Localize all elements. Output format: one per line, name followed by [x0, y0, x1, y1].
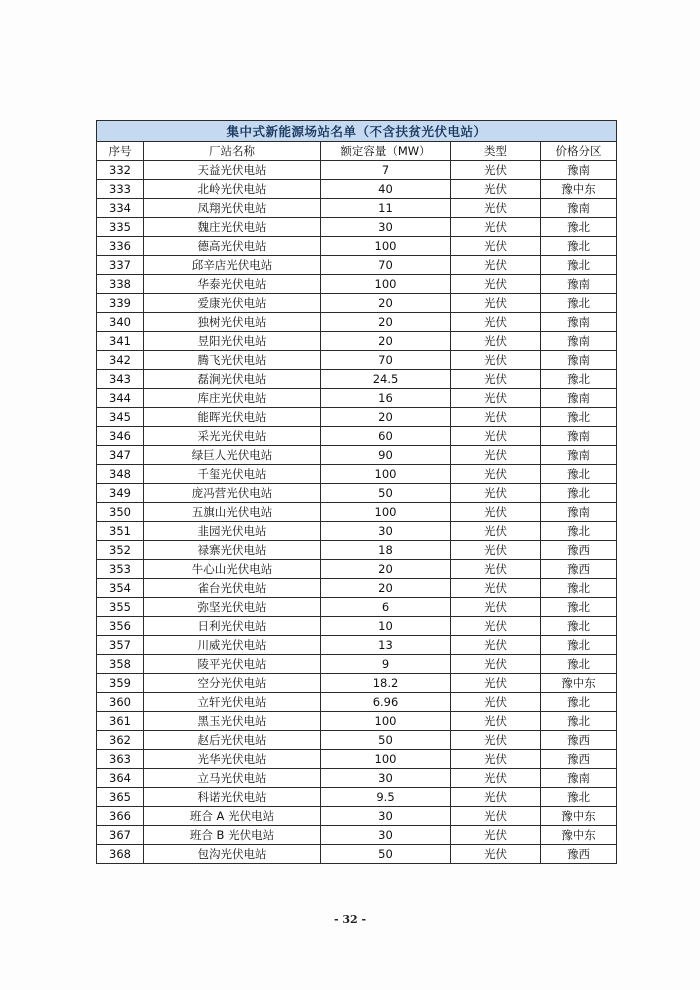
- table-cell: 光伏: [451, 484, 541, 503]
- table-cell: 豫南: [541, 199, 617, 218]
- table-cell: 光伏: [451, 218, 541, 237]
- table-cell: 7: [321, 161, 451, 180]
- table-cell: 光伏: [451, 693, 541, 712]
- table-cell: 10: [321, 617, 451, 636]
- table-cell: 豫北: [541, 788, 617, 807]
- table-cell: 雀台光伏电站: [144, 579, 321, 598]
- table-cell: 357: [97, 636, 144, 655]
- table-cell: 北岭光伏电站: [144, 180, 321, 199]
- table-cell: 豫北: [541, 693, 617, 712]
- table-cell: 340: [97, 313, 144, 332]
- table-cell: 338: [97, 275, 144, 294]
- table-row: [97, 731, 617, 750]
- table-row: [97, 218, 617, 237]
- table-cell: 立马光伏电站: [144, 769, 321, 788]
- table-cell: 天益光伏电站: [144, 161, 321, 180]
- table-cell: 40: [321, 180, 451, 199]
- table-cell: 光伏: [451, 845, 541, 864]
- table-cell: 360: [97, 693, 144, 712]
- table-row: [97, 237, 617, 256]
- table-cell: 空分光伏电站: [144, 674, 321, 693]
- table-cell: 光伏: [451, 712, 541, 731]
- column-header: 额定容量（MW）: [321, 142, 451, 161]
- table-row: [97, 332, 617, 351]
- table-cell: 光伏: [451, 161, 541, 180]
- table-cell: 356: [97, 617, 144, 636]
- table-cell: 345: [97, 408, 144, 427]
- table-row: [97, 294, 617, 313]
- table-cell: 魏庄光伏电站: [144, 218, 321, 237]
- table-cell: 100: [321, 750, 451, 769]
- table-title-row: [97, 121, 617, 142]
- table-cell: 豫北: [541, 522, 617, 541]
- table-cell: 光伏: [451, 256, 541, 275]
- table-cell: 昱阳光伏电站: [144, 332, 321, 351]
- table-cell: 豫南: [541, 332, 617, 351]
- table-cell: 腾飞光伏电站: [144, 351, 321, 370]
- station-table: [96, 120, 617, 864]
- table-cell: 光伏: [451, 636, 541, 655]
- table-cell: 50: [321, 731, 451, 750]
- table-cell: 18: [321, 541, 451, 560]
- table-body: [97, 161, 617, 864]
- table-cell: 11: [321, 199, 451, 218]
- table-cell: 光伏: [451, 579, 541, 598]
- table-cell: 光伏: [451, 332, 541, 351]
- table-cell: 光伏: [451, 294, 541, 313]
- table-cell: 豫西: [541, 541, 617, 560]
- table-cell: 豫中东: [541, 807, 617, 826]
- table-cell: 豫北: [541, 655, 617, 674]
- table-cell: 光伏: [451, 655, 541, 674]
- table-row: [97, 370, 617, 389]
- table-cell: 30: [321, 807, 451, 826]
- table-cell: 100: [321, 712, 451, 731]
- table-row: [97, 674, 617, 693]
- table-cell: 6.96: [321, 693, 451, 712]
- table-cell: 豫南: [541, 351, 617, 370]
- table-cell: 豫北: [541, 294, 617, 313]
- table-cell: 6: [321, 598, 451, 617]
- table-cell: 光伏: [451, 826, 541, 845]
- table-cell: 豫北: [541, 598, 617, 617]
- table-row: [97, 807, 617, 826]
- table-cell: 100: [321, 275, 451, 294]
- table-cell: 20: [321, 294, 451, 313]
- table-cell: 豫南: [541, 769, 617, 788]
- table-cell: 346: [97, 427, 144, 446]
- table-cell: 343: [97, 370, 144, 389]
- table-cell: 弥坚光伏电站: [144, 598, 321, 617]
- table-row: [97, 750, 617, 769]
- table-row: [97, 180, 617, 199]
- table-cell: 光伏: [451, 408, 541, 427]
- table-cell: 349: [97, 484, 144, 503]
- table-row: [97, 389, 617, 408]
- table-cell: 豫北: [541, 237, 617, 256]
- table-cell: 邱辛店光伏电站: [144, 256, 321, 275]
- table-cell: 350: [97, 503, 144, 522]
- table-cell: 豫北: [541, 408, 617, 427]
- table-cell: 20: [321, 579, 451, 598]
- table-row: [97, 351, 617, 370]
- table-cell: 豫南: [541, 161, 617, 180]
- table-row: [97, 560, 617, 579]
- column-header: 类型: [451, 142, 541, 161]
- table-row: [97, 522, 617, 541]
- table-cell: 20: [321, 313, 451, 332]
- table-row: [97, 199, 617, 218]
- table-cell: 367: [97, 826, 144, 845]
- table-cell: 339: [97, 294, 144, 313]
- table-cell: 豫北: [541, 370, 617, 389]
- table-cell: 豫北: [541, 617, 617, 636]
- table-cell: 华泰光伏电站: [144, 275, 321, 294]
- page-number: - 32 -: [333, 913, 367, 926]
- table-cell: 光伏: [451, 541, 541, 560]
- table-row: [97, 446, 617, 465]
- table-row: [97, 788, 617, 807]
- table-cell: 光伏: [451, 237, 541, 256]
- table-row: [97, 636, 617, 655]
- table-cell: 黑玉光伏电站: [144, 712, 321, 731]
- table-cell: 德高光伏电站: [144, 237, 321, 256]
- table-cell: 20: [321, 408, 451, 427]
- table-cell: 光伏: [451, 560, 541, 579]
- table-cell: 绿巨人光伏电站: [144, 446, 321, 465]
- column-header: 价格分区: [541, 142, 617, 161]
- table-cell: 358: [97, 655, 144, 674]
- table-cell: 光伏: [451, 465, 541, 484]
- table-cell: 13: [321, 636, 451, 655]
- table-cell: 爱康光伏电站: [144, 294, 321, 313]
- table-cell: 352: [97, 541, 144, 560]
- table-cell: 光华光伏电站: [144, 750, 321, 769]
- table-cell: 20: [321, 332, 451, 351]
- table-cell: 独树光伏电站: [144, 313, 321, 332]
- table-cell: 豫西: [541, 560, 617, 579]
- table-cell: 光伏: [451, 351, 541, 370]
- table-cell: 库庄光伏电站: [144, 389, 321, 408]
- table-cell: 光伏: [451, 674, 541, 693]
- table-cell: 川威光伏电站: [144, 636, 321, 655]
- table-cell: 363: [97, 750, 144, 769]
- table-row: [97, 541, 617, 560]
- table-cell: 368: [97, 845, 144, 864]
- table-header-row: [97, 142, 617, 161]
- table-cell: 332: [97, 161, 144, 180]
- table-cell: 豫中东: [541, 180, 617, 199]
- table-cell: 豫中东: [541, 826, 617, 845]
- table-cell: 班合 A 光伏电站: [144, 807, 321, 826]
- table-cell: 豫西: [541, 845, 617, 864]
- table-row: [97, 313, 617, 332]
- table-cell: 豫南: [541, 446, 617, 465]
- table-cell: 100: [321, 503, 451, 522]
- table-cell: 50: [321, 845, 451, 864]
- table-cell: 355: [97, 598, 144, 617]
- table-cell: 90: [321, 446, 451, 465]
- table-cell: 日利光伏电站: [144, 617, 321, 636]
- table-cell: 70: [321, 256, 451, 275]
- table-row: [97, 769, 617, 788]
- table-cell: 334: [97, 199, 144, 218]
- table-cell: 354: [97, 579, 144, 598]
- table-cell: 豫南: [541, 313, 617, 332]
- table-cell: 光伏: [451, 313, 541, 332]
- table-cell: 豫北: [541, 579, 617, 598]
- table-cell: 立轩光伏电站: [144, 693, 321, 712]
- table-cell: 30: [321, 218, 451, 237]
- table-cell: 50: [321, 484, 451, 503]
- table-row: [97, 256, 617, 275]
- table-cell: 光伏: [451, 617, 541, 636]
- table-cell: 344: [97, 389, 144, 408]
- table-cell: 333: [97, 180, 144, 199]
- table-cell: 班合 B 光伏电站: [144, 826, 321, 845]
- table-cell: 光伏: [451, 199, 541, 218]
- table-cell: 豫西: [541, 750, 617, 769]
- table-cell: 豫南: [541, 503, 617, 522]
- table-cell: 豫中东: [541, 674, 617, 693]
- table-row: [97, 845, 617, 864]
- table-cell: 豫南: [541, 275, 617, 294]
- table-cell: 361: [97, 712, 144, 731]
- table-cell: 光伏: [451, 370, 541, 389]
- table-row: [97, 465, 617, 484]
- table-cell: 16: [321, 389, 451, 408]
- table-cell: 341: [97, 332, 144, 351]
- table-cell: 335: [97, 218, 144, 237]
- table-cell: 362: [97, 731, 144, 750]
- table-cell: 光伏: [451, 731, 541, 750]
- table-cell: 光伏: [451, 807, 541, 826]
- table-cell: 豫北: [541, 712, 617, 731]
- table-title: 集中式新能源场站名单（不含扶贫光伏电站）: [97, 121, 617, 142]
- table-cell: 353: [97, 560, 144, 579]
- table-cell: 9.5: [321, 788, 451, 807]
- table-cell: 60: [321, 427, 451, 446]
- table-row: [97, 275, 617, 294]
- table-cell: 庞冯营光伏电站: [144, 484, 321, 503]
- table-row: [97, 693, 617, 712]
- table-cell: 光伏: [451, 389, 541, 408]
- table-row: [97, 427, 617, 446]
- table-cell: 千玺光伏电站: [144, 465, 321, 484]
- table-container: [96, 120, 616, 864]
- table-cell: 豫南: [541, 389, 617, 408]
- table-cell: 18.2: [321, 674, 451, 693]
- table-row: [97, 484, 617, 503]
- table-row: [97, 617, 617, 636]
- table-cell: 磊涧光伏电站: [144, 370, 321, 389]
- table-cell: 豫北: [541, 256, 617, 275]
- table-cell: 30: [321, 769, 451, 788]
- table-cell: 342: [97, 351, 144, 370]
- table-cell: 豫北: [541, 636, 617, 655]
- table-cell: 336: [97, 237, 144, 256]
- table-cell: 豫南: [541, 427, 617, 446]
- table-cell: 豫北: [541, 218, 617, 237]
- table-row: [97, 655, 617, 674]
- table-cell: 豫西: [541, 731, 617, 750]
- table-cell: 359: [97, 674, 144, 693]
- table-row: [97, 579, 617, 598]
- table-row: [97, 712, 617, 731]
- table-cell: 366: [97, 807, 144, 826]
- table-cell: 豫北: [541, 484, 617, 503]
- table-row: [97, 408, 617, 427]
- table-cell: 包沟光伏电站: [144, 845, 321, 864]
- table-cell: 陵平光伏电站: [144, 655, 321, 674]
- table-cell: 光伏: [451, 788, 541, 807]
- table-cell: 337: [97, 256, 144, 275]
- table-cell: 光伏: [451, 598, 541, 617]
- column-header: 序号: [97, 142, 144, 161]
- table-cell: 采光光伏电站: [144, 427, 321, 446]
- table-cell: 光伏: [451, 750, 541, 769]
- table-cell: 能晖光伏电站: [144, 408, 321, 427]
- table-cell: 五旗山光伏电站: [144, 503, 321, 522]
- table-cell: 100: [321, 237, 451, 256]
- table-cell: 20: [321, 560, 451, 579]
- table-cell: 光伏: [451, 427, 541, 446]
- table-cell: 豫北: [541, 465, 617, 484]
- table-cell: 科诺光伏电站: [144, 788, 321, 807]
- table-row: [97, 503, 617, 522]
- table-cell: 70: [321, 351, 451, 370]
- table-cell: 348: [97, 465, 144, 484]
- table-cell: 赵后光伏电站: [144, 731, 321, 750]
- table-row: [97, 161, 617, 180]
- table-row: [97, 826, 617, 845]
- table-cell: 30: [321, 826, 451, 845]
- table-cell: 牛心山光伏电站: [144, 560, 321, 579]
- table-cell: 24.5: [321, 370, 451, 389]
- table-cell: 禄寨光伏电站: [144, 541, 321, 560]
- table-cell: 凤翔光伏电站: [144, 199, 321, 218]
- column-header: 厂站名称: [144, 142, 321, 161]
- table-cell: 光伏: [451, 769, 541, 788]
- table-cell: 30: [321, 522, 451, 541]
- table-cell: 9: [321, 655, 451, 674]
- table-cell: 364: [97, 769, 144, 788]
- table-cell: 光伏: [451, 503, 541, 522]
- table-cell: 光伏: [451, 446, 541, 465]
- table-cell: 100: [321, 465, 451, 484]
- table-cell: 光伏: [451, 180, 541, 199]
- table-row: [97, 598, 617, 617]
- table-cell: 351: [97, 522, 144, 541]
- table-cell: 347: [97, 446, 144, 465]
- table-cell: 365: [97, 788, 144, 807]
- table-cell: 光伏: [451, 522, 541, 541]
- table-cell: 光伏: [451, 275, 541, 294]
- table-cell: 韭园光伏电站: [144, 522, 321, 541]
